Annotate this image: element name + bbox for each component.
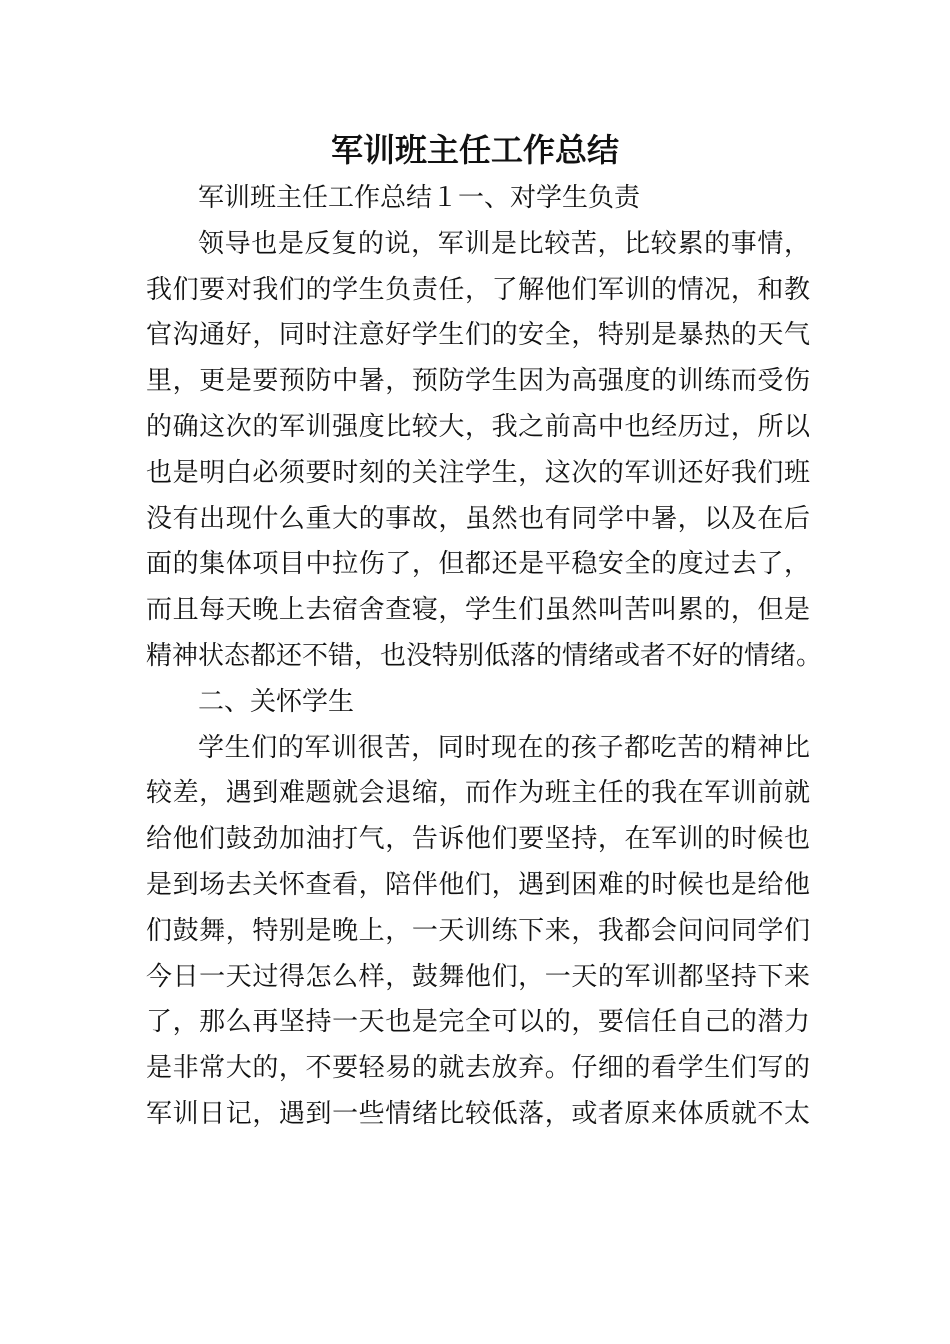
text-line: 官沟通好，同时注意好学生们的安全，特别是暴热的天气 — [146, 320, 810, 351]
text-line: 军训日记，遇到一些情绪比较低落，或者原来体质就不太 — [146, 1098, 810, 1129]
text-line: 而且每天晚上去宿舍查寝，学生们虽然叫苦叫累的，但是 — [146, 595, 810, 626]
text-line: 们鼓舞，特别是晚上，一天训练下来，我都会问问同学们 — [146, 915, 810, 946]
document-body — [146, 176, 823, 1138]
text-line: 较差，遇到难题就会退缩，而作为班主任的我在军训前就 — [146, 778, 810, 809]
text-line: 没有出现什么重大的事故，虽然也有同学中暑，以及在后 — [146, 503, 810, 534]
section-heading: 二、关怀学生 — [198, 686, 355, 717]
text-line: 今日一天过得怎么样，鼓舞他们，一天的军训都坚持下来 — [146, 961, 810, 992]
text-line: 我们要对我们的学生负责任，了解他们军训的情况，和教 — [146, 274, 810, 305]
text-line: 面的集体项目中拉伤了，但都还是平稳安全的度过去了， — [146, 549, 810, 580]
text-line: 了，那么再坚持一天也是完全可以的，要信任自己的潜力 — [146, 1007, 810, 1038]
text-line: 的确这次的军训强度比较大，我之前高中也经历过，所以 — [146, 411, 810, 442]
text-line: 给他们鼓劲加油打气，告诉他们要坚持，在军训的时候也 — [146, 824, 810, 855]
text-line: 是非常大的，不要轻易的就去放弃。仔细的看学生们写的 — [146, 1053, 810, 1084]
text-line: 学生们的军训很苦，同时现在的孩子都吃苦的精神比 — [198, 732, 810, 763]
text-line: 领导也是反复的说，军训是比较苦，比较累的事情， — [198, 228, 810, 259]
text-line: 里，更是要预防中暑，预防学生因为高强度的训练而受伤 — [146, 366, 810, 397]
text-line: 军训班主任工作总结１一、对学生负责 — [198, 183, 641, 213]
text-line: 也是明白必须要时刻的关注学生，这次的军训还好我们班 — [146, 457, 810, 488]
text-line: 是到场去关怀查看，陪伴他们，遇到困难的时候也是给他 — [146, 869, 810, 900]
document-title: 军训班主任工作总结 — [330, 131, 619, 169]
text-line: 精神状态都还不错，也没特别低落的情绪或者不好的情绪。 — [146, 640, 823, 671]
